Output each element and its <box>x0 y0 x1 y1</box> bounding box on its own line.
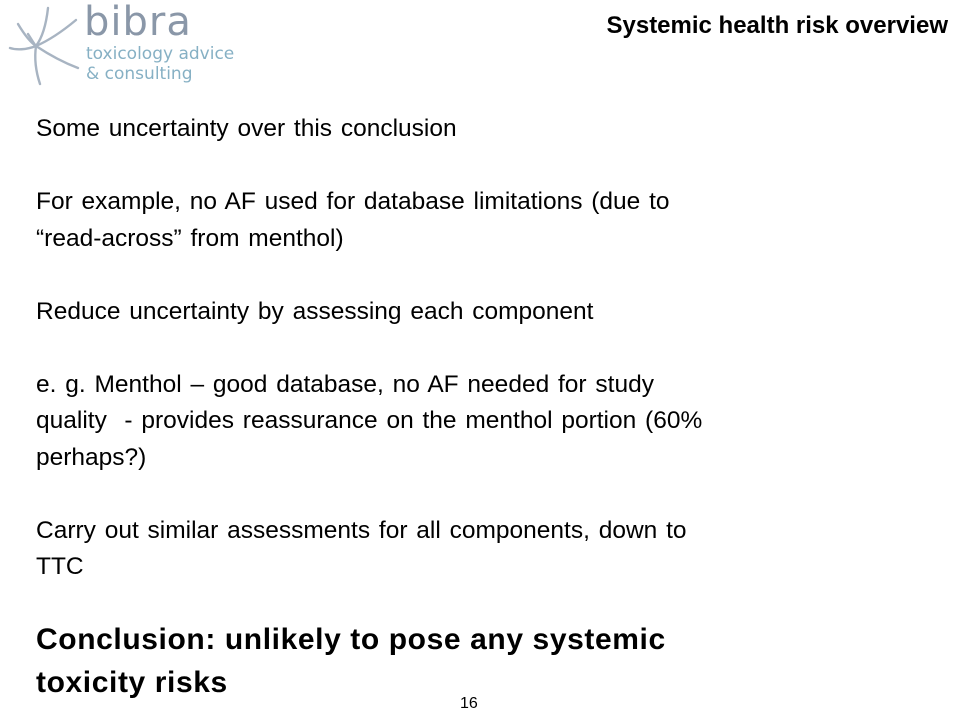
conclusion-line-1: Conclusion: unlikely to pose any systemic <box>36 623 666 656</box>
logo-tagline <box>86 44 234 84</box>
logo-tagline-line-2: & consulting <box>86 64 193 84</box>
logo-name: bibra <box>84 0 192 45</box>
body-paragraph-4-line-1: e. g. Menthol – good database, no AF needed for study <box>36 370 654 398</box>
conclusion-line-2: toxicity risks <box>36 666 228 699</box>
slide-body <box>36 111 906 586</box>
body-paragraph-4-line-2: quality - provides reassurance on the menthol portion (60% <box>36 407 703 434</box>
logo-tagline-line-1: toxicology advice <box>86 44 235 64</box>
bibra-logo-mark-icon <box>6 4 86 88</box>
body-paragraph-1: Some uncertainty over this conclusion <box>36 115 457 142</box>
body-paragraph-3: Reduce uncertainty by assessing each component <box>36 297 594 325</box>
page-number: 16 <box>460 695 478 712</box>
body-paragraph-5-line-2: TTC <box>36 553 84 580</box>
body-paragraph-5-line-1: Carry out similar assessments for all components, down to <box>36 516 687 544</box>
body-paragraph-4-line-3: perhaps?) <box>36 443 147 471</box>
body-paragraph-2-line-2: “read-across” from menthol) <box>36 224 344 252</box>
bibra-logo <box>6 0 246 92</box>
conclusion <box>36 618 856 704</box>
slide-title: Systemic health risk overview <box>606 12 948 39</box>
body-paragraph-2-line-1: For example, no AF used for database limitations (due to <box>36 188 670 215</box>
